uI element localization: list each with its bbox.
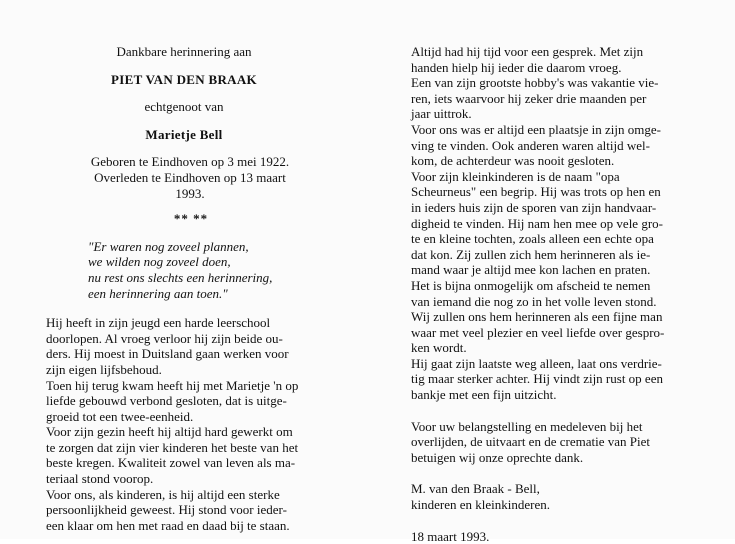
text-line: handen hielp hij ieder die daarom vroeg.: [411, 59, 622, 75]
relation-text: echtgenoot van: [144, 99, 224, 115]
left-column: [46, 44, 322, 533]
signature-line: kinderen en kleinkinderen.: [411, 497, 550, 513]
text-line: Een van zijn grootste hobby's was vakantie vie-: [411, 75, 659, 91]
text-line: zijn eigen lijfsbehoud.: [46, 361, 162, 377]
text-line: ders. Hij moest in Duitsland gaan werken voor: [46, 346, 289, 362]
stars-divider: ** **: [173, 211, 209, 227]
text-line: digheid te vinden. Hij nam hen mee op vele gro-: [411, 215, 663, 231]
text-line: Voor zijn gezin heeft hij altijd hard gewerkt om: [46, 424, 293, 440]
text-line: Voor uw belangstelling en medeleven bij het: [411, 418, 643, 434]
text-line: Voor ons was er altijd een plaatsje in zijn omge-: [411, 121, 661, 137]
text-line: beste kregen. Kwaliteit zowel van leven als ma-: [46, 455, 296, 471]
intro-text: Dankbare herinnering aan: [116, 44, 252, 59]
date-line: 18 maart 1993.: [411, 528, 490, 544]
biography-right: [411, 44, 687, 403]
poem: [88, 239, 322, 301]
signature-block: [411, 481, 687, 512]
right-column: [411, 44, 687, 544]
death-line: Overleden te Eindhoven op 13 maart 1993.: [94, 169, 286, 201]
text-line: Het is bijna onmogelijk om afscheid te nemen: [411, 277, 651, 293]
poem-line: we wilden nog zoveel doen,: [88, 254, 231, 270]
text-line: groeid tot een twee-eenheid.: [46, 408, 194, 424]
text-line: doorlopen. Al vroeg verloor hij zijn beide ou-: [46, 330, 283, 346]
text-line: jaar uittrok.: [411, 106, 472, 122]
text-line: Hij heeft in zijn jeugd een harde leerschool: [46, 315, 271, 331]
text-line: Wij zullen ons hem herinneren als een fijne man: [411, 309, 663, 325]
text-line: bankje met een fijn uitzicht.: [411, 387, 557, 403]
text-line: te en kleine tochten, zoals alleen een echte opa: [411, 231, 654, 247]
thanks-paragraph: [411, 419, 687, 466]
text-line: ving te vinden. Ook anderen waren altijd wel-: [411, 137, 650, 153]
text-line: ken wordt.: [411, 340, 467, 356]
text-line: dat kon. Zij zullen zich hem herinneren als ie-: [411, 246, 651, 262]
text-line: overlijden, de uitvaart en de crematie van Piet: [411, 434, 650, 450]
text-line: tig maar sterker achter. Hij vindt zijn rust op een: [411, 371, 663, 387]
text-line: Voor ons, als kinderen, is hij altijd een sterke: [46, 486, 280, 502]
poem-line: een herinnering aan toen.": [88, 285, 228, 301]
text-line: van iemand die nog zo in het volle leven stond.: [411, 293, 657, 309]
poem-line: "Er waren nog zoveel plannen,: [88, 238, 249, 254]
deceased-name: PIET VAN DEN BRAAK: [111, 71, 257, 87]
text-line: Toen hij terug kwam heeft hij met Marietje 'n op: [46, 377, 299, 393]
text-line: betuigen wij onze oprechte dank.: [411, 449, 584, 465]
poem-line: nu rest ons slechts een herinnering,: [88, 269, 273, 285]
signature-line: M. van den Braak - Bell,: [411, 481, 540, 497]
text-line: Altijd had hij tijd voor een gesprek. Met zijn: [411, 44, 644, 59]
text-line: in ieders huis zijn de sporen van zijn handvaar-: [411, 199, 657, 215]
text-line: Hij gaat zijn laatste weg alleen, laat ons verdrie-: [411, 355, 662, 371]
text-line: kom, de achterdeur was nooit gesloten.: [411, 153, 615, 169]
text-line: ren, iets waarvoor hij zeker drie maanden per: [411, 90, 647, 106]
birth-line: Geboren te Eindhoven op 3 mei 1922.: [90, 154, 290, 170]
text-line: waar met veel plezier en veel liefde over gespro-: [411, 324, 665, 340]
biography-left: [46, 315, 322, 533]
text-line: persoonlijkheid geweest. Hij stond voor ieder-: [46, 502, 287, 518]
text-line: te zorgen dat zijn vier kinderen het beste van het: [46, 439, 299, 455]
spouse-name: Marietje Bell: [145, 126, 223, 142]
text-line: liefde gebouwd verbond gesloten, dat is uitge-: [46, 393, 287, 409]
text-line: mand waar je altijd mee kon lachen en praten.: [411, 262, 651, 278]
text-line: een klaar om hen met raad en daad bij te staan.: [46, 517, 290, 533]
text-line: teriaal stond voorop.: [46, 471, 154, 487]
text-line: Voor zijn kleinkinderen is de naam "opa: [411, 168, 620, 184]
text-line: Scheurneus" een begrip. Hij was trots op hen en: [411, 184, 661, 200]
